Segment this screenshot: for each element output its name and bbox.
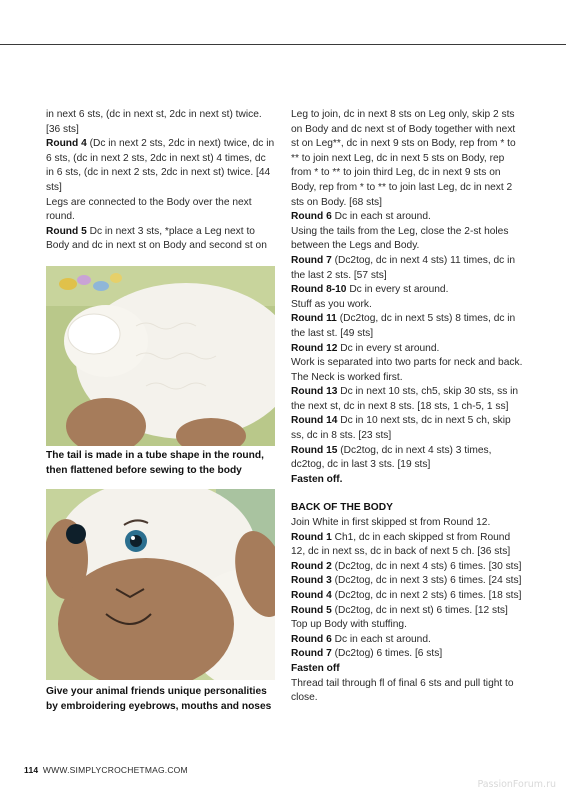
header-rule bbox=[0, 44, 566, 45]
left-column bbox=[46, 108, 276, 254]
back-line-3: Round 3 (Dc2tog, dc in next 3 sts) 6 times. [24 sts] bbox=[291, 575, 522, 587]
back-line-10: Thread tail through fl of final 6 sts and pull tight to close. bbox=[291, 677, 514, 704]
right-line-11: Round 15 (Dc2tog, dc in next 4 sts) 3 times, dc2tog, dc in last 3 sts. [19 sts] bbox=[291, 444, 492, 471]
back-line-2: Round 2 (Dc2tog, dc in next 4 sts) 6 times. [30 sts] bbox=[291, 560, 522, 572]
right-line-0: Leg to join, dc in next 8 sts on Leg only, skip 2 sts on Body and dc next st of Body together with next st on Leg**, dc in next 9 sts on Body, rep from * to ** to join next Leg, dc in next 5 sts on Body, rep from * to ** to join third Leg, dc in next 9 sts on Body, rep from * to ** to join last Leg, dc in next 2 sts on Body. [68 sts] bbox=[291, 109, 516, 208]
right-line-2: Using the tails from the Leg, close the 2-st holes between the Legs and Body. bbox=[291, 225, 509, 252]
right-line-6: Round 11 (Dc2tog, dc in next 5 sts) 8 times, dc in the last st. [49 sts] bbox=[291, 313, 516, 339]
left-line-2: Legs are connected to the Body over the next round. bbox=[46, 196, 252, 223]
photo-caption-face: Give your animal friends unique personalities by embroidering eyebrows, mouths and noses bbox=[46, 686, 272, 712]
back-line-4: Round 4 (Dc2tog, dc in next 2 sts) 6 times. [18 sts] bbox=[291, 590, 522, 601]
right-line-8: Work is separated into two parts for neck and back. The Neck is worked first. bbox=[291, 357, 523, 383]
photo-caption-tail: The tail is made in a tube shape in the round, then flattened before sewing to the body bbox=[46, 450, 264, 476]
sheep-face-photo bbox=[46, 489, 275, 680]
right-line-4: Round 8-10 Dc in every st around. bbox=[291, 284, 449, 296]
right-line-10: Round 14 Dc in 10 next sts, dc in next 5 ch, skip ss, dc in 8 sts. [23 sts] bbox=[291, 415, 511, 442]
back-line-7: Round 6 Dc in each st around. bbox=[291, 633, 431, 645]
back-line-9: Fasten off bbox=[291, 662, 340, 674]
back-line-0: Join White in first skipped st from Round 12. bbox=[291, 517, 491, 529]
back-line-1: Round 1 Ch1, dc in each skipped st from Round 12, dc in next ss, dc in back of next 5 ch. [36 sts] bbox=[291, 531, 511, 558]
page-number: 114 bbox=[24, 765, 39, 775]
back-line-5: Round 5 (Dc2tog, dc in next st) 6 times. [12 sts] bbox=[291, 604, 508, 616]
section-title-back-of-body: BACK OF THE BODY bbox=[291, 502, 393, 514]
right-line-7: Round 12 Dc in every st around. bbox=[291, 342, 440, 354]
right-line-9: Round 13 Dc in next 10 sts, ch5, skip 30 sts, ss in the next st, dc in next 8 sts. [18 sts, 1 ch-5, 1 ss] bbox=[291, 386, 519, 412]
right-column bbox=[291, 108, 524, 706]
right-line-12: Fasten off. bbox=[291, 473, 343, 485]
left-line-3: Round 5 Dc in next 3 sts, *place a Leg next to Body and dc in next st on Body and second st on bbox=[46, 225, 267, 252]
right-line-1: Round 6 Dc in each st around. bbox=[291, 211, 431, 223]
sheep-tail-photo bbox=[46, 266, 275, 446]
left-line-1: Round 4 (Dc in next 2 sts, 2dc in next) twice, dc in 6 sts, (dc in next 2 sts, 2dc in next st) 4 times, dc in 6 sts, (dc in next 2 sts, 2dc in next st) twice. [44 sts] bbox=[46, 138, 275, 193]
right-line-5: Stuff as you work. bbox=[291, 298, 372, 310]
back-line-6: Top up Body with stuffing. bbox=[291, 619, 407, 631]
left-line-0: in next 6 sts, (dc in next st, 2dc in next st) twice. [36 sts] bbox=[46, 109, 262, 135]
watermark: PassionForum.ru bbox=[477, 779, 556, 790]
page-footer bbox=[24, 765, 188, 775]
right-line-3: Round 7 (Dc2tog, dc in next 4 sts) 11 times, dc in the last 2 sts. [57 sts] bbox=[291, 254, 516, 281]
back-line-8: Round 7 (Dc2tog) 6 times. [6 sts] bbox=[291, 648, 443, 660]
footer-url[interactable]: WWW.SIMPLYCROCHETMAG.COM bbox=[42, 765, 188, 775]
